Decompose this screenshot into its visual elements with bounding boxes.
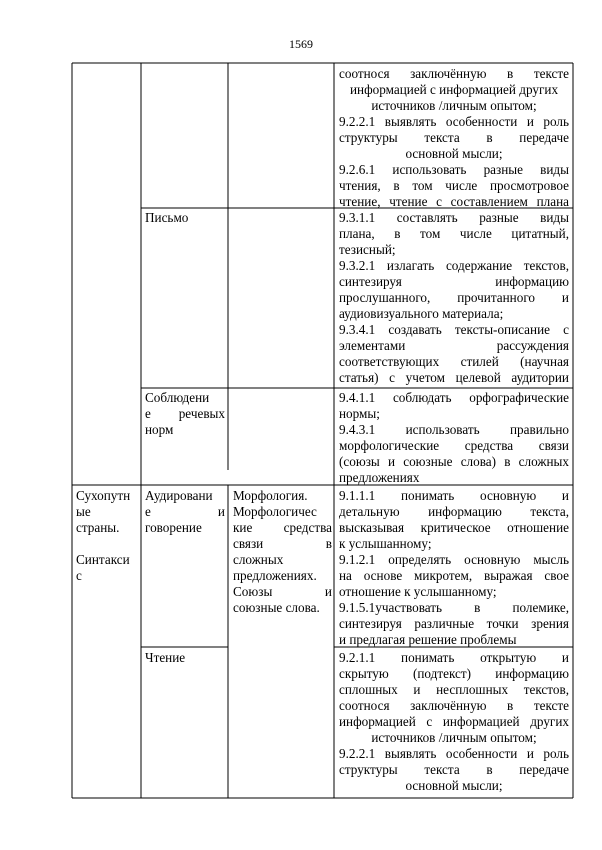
skill-line: Чтение (145, 650, 186, 665)
objective-line: источников /личным опытом; (371, 98, 537, 113)
objective-line: 9.1.1.1 понимать основную и (339, 488, 569, 503)
objective-line: основной мысли; (405, 778, 503, 793)
objective-line: морфологические средства связи (339, 438, 569, 453)
objective-line: структуры текста в передаче (339, 130, 569, 145)
objective-line: 9.2.1.1 понимать открытую и (339, 650, 569, 665)
objective-line: высказывая критическое отношение (339, 520, 569, 535)
grammar-line: Союзы и (233, 584, 332, 599)
topic-line: Сухопутн (76, 488, 131, 503)
objective-line: чтение, чтение с составлением плана (339, 194, 569, 209)
objective-line: сплошных и несплошных текстов, (339, 682, 569, 697)
objective-line: соотнося заключённую в тексте (339, 698, 569, 713)
skill-cell-writing (145, 210, 225, 226)
grammar-line: предложениях. (233, 568, 317, 583)
objective-line: 9.1.5.1участвовать в полемике, (339, 600, 569, 615)
objective-line: информацией с информацией других (339, 714, 569, 729)
objectives-cell-row4 (339, 650, 569, 794)
skill-line: е и (145, 504, 225, 519)
objective-line: информацией с информацией других (349, 82, 559, 97)
skill-line: Соблюдени (145, 390, 210, 405)
objective-line: чтения, в том числе просмотровое (339, 178, 569, 193)
objective-line: прослушанного, прочитанного и (339, 290, 569, 305)
topic-line: страны. (76, 520, 120, 535)
grammar-line: кие средства (233, 520, 332, 535)
objective-line: 9.2.2.1 выявлять особенности и роль (339, 114, 569, 129)
topic-line: ые (76, 504, 91, 519)
objective-line: плана, в том числе цитатный, (339, 226, 569, 241)
skill-cell-reading (145, 650, 225, 666)
objectives-cell-row3 (339, 488, 569, 648)
grammar-cell (233, 488, 332, 616)
objective-line: на основе микротем, выражая свое (339, 568, 569, 583)
grammar-line: сложных (233, 552, 284, 567)
grammar-line: союзные слова. (233, 600, 320, 615)
grammar-line: связи в (233, 536, 332, 551)
objective-line: структуры текста в передаче (339, 762, 569, 777)
objective-line: и предлагая решение проблемы (339, 632, 517, 647)
grammar-line: Морфологичес (233, 504, 317, 519)
objective-line: к услышанному; (339, 536, 432, 551)
objective-line: нормы; (339, 406, 380, 421)
skill-line: Письмо (145, 210, 189, 225)
grammar-line: Морфология. (233, 488, 308, 503)
objective-line: 9.2.2.1 выявлять особенности и роль (339, 746, 569, 761)
topic-line: с (76, 568, 82, 583)
objective-line: соответствующих стилей (научная (339, 354, 569, 369)
objective-line: 9.1.2.1 определять основную мысль (339, 552, 569, 567)
objective-line: 9.4.3.1 использовать правильно (339, 422, 569, 437)
skill-line: норм (145, 422, 174, 437)
skill-cell-listening-speaking (145, 488, 225, 536)
objective-line: предложениях (339, 470, 420, 485)
objective-line: 9.2.6.1 использовать разные виды (339, 162, 569, 177)
objective-line: источников /личным опытом; (371, 730, 537, 745)
objective-line: статья) с учетом целевой аудитории (339, 370, 569, 385)
objectives-cell-row0 (339, 66, 569, 210)
topic-line: Синтакси (76, 552, 130, 567)
objectives-cell-row1 (339, 210, 569, 386)
objective-line: элементами рассуждения (339, 338, 569, 353)
objective-line: 9.3.2.1 излагать содержание текстов, (339, 258, 569, 273)
skill-line: е речевых (145, 406, 225, 421)
objective-line: основной мысли; (405, 146, 503, 161)
objective-line: синтезируя информацию (339, 274, 569, 289)
objectives-cell-row2 (339, 390, 569, 486)
skill-line: Аудировани (145, 488, 213, 503)
objective-line: (союзы и союзные слова) в сложных (339, 454, 569, 469)
objective-line: синтезируя различные точки зрения (339, 616, 569, 631)
objective-line: отношение к услышанному; (339, 584, 497, 599)
objective-line: детальную информацию текста, (339, 504, 569, 519)
objective-line: аудиовизуального материала; (339, 306, 504, 321)
skill-cell-speech-norms (145, 390, 225, 438)
objective-line: соотнося заключённую в тексте (339, 66, 569, 81)
objective-line: тезисный; (339, 242, 396, 257)
skill-line: говорение (145, 520, 202, 535)
objective-line: скрытую (подтекст) информацию (339, 666, 569, 681)
objective-line: 9.3.1.1 составлять разные виды (339, 210, 569, 225)
objective-line: 9.3.4.1 создавать тексты-описание с (339, 322, 569, 337)
topic-cell (76, 488, 139, 584)
objective-line: 9.4.1.1 соблюдать орфографические (339, 390, 569, 405)
page-number: 1569 (289, 37, 313, 51)
